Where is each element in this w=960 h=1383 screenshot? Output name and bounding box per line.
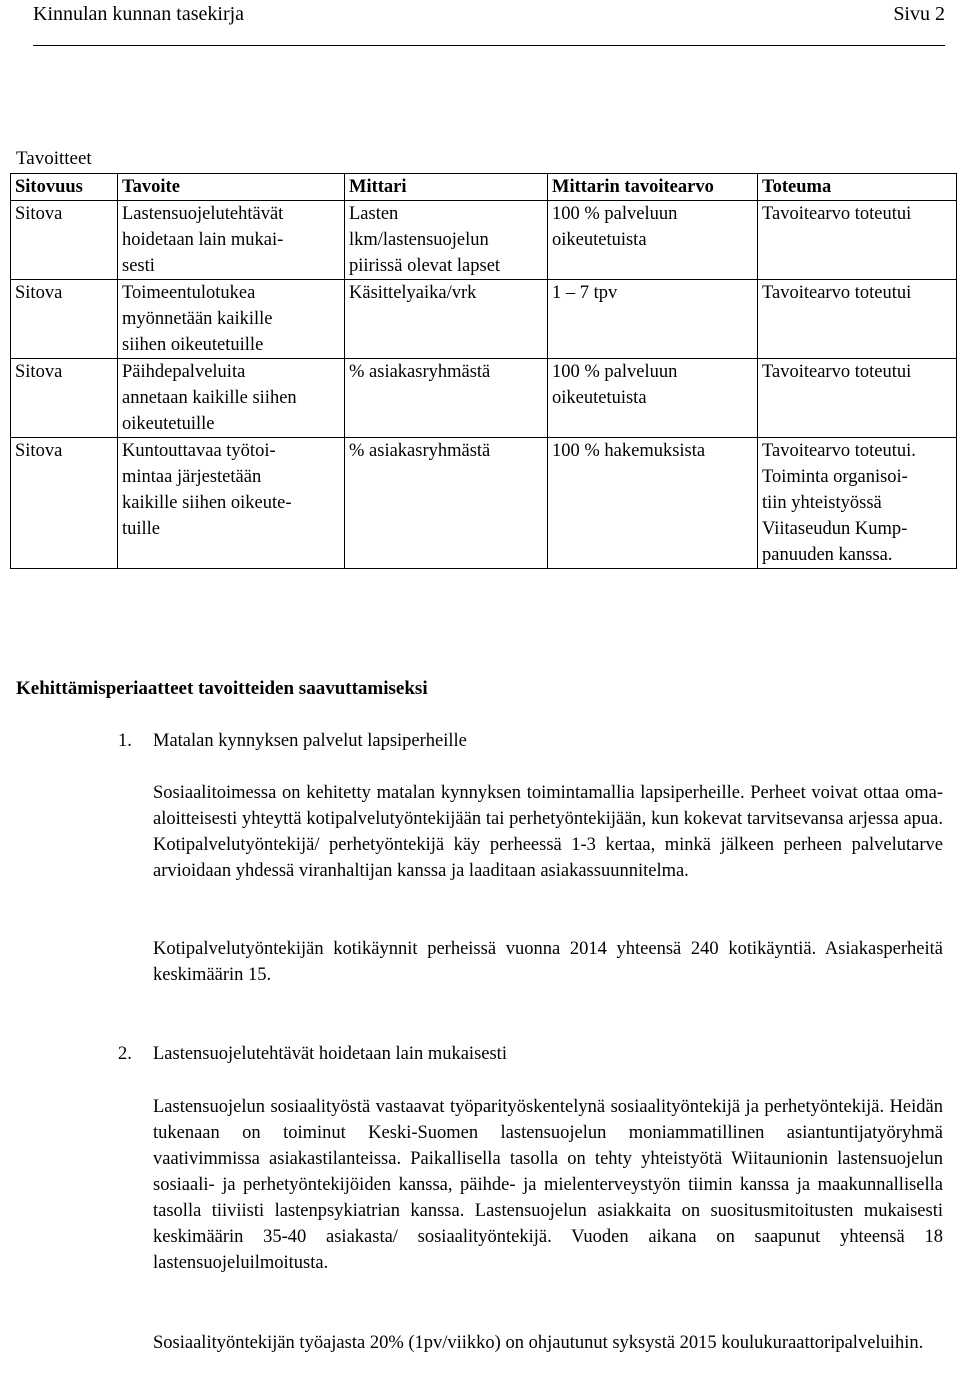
table-row (11, 438, 957, 569)
list-number: 2. (118, 1044, 132, 1064)
paragraph: Lastensuojelun sosiaalityöstä vastaavat työparityöskentelynä sosiaalityöntekijä ja perhetyöntekijä. Heidän tukenaan on toiminut Keski-Suomen lastensuojelun moniammatillinen asiantuntijatyöryhmä vaativimmissa asiakastilanteissa. Paikallisella tasolla on tehty yhteistyötä Wiitaunionin lastensuojelun sosiaali- ja perhetyöntekijöiden kanssa, päihde- ja mielenterveystyön tiimin kanssa ja maakunnallisella tasolla tiiviisti lastenpsykiatrian kanssa. Lastensuojelun asiakkaita on suositusmitoitusten mukaisesti keskimäärin 35-40 asiakasta/ sosiaalityöntekijä. Vuoden aikana on saapunut yhteensä 18 lastensuojeluilmoitusta. (153, 1097, 943, 1273)
table-cell: Käsittelyaika/vrk (345, 280, 548, 359)
table-cell: Sitova (11, 359, 118, 438)
table-row (11, 359, 957, 438)
table-cell: Toimeentulotukea myönnetään kaikille siihen oikeutetuille (118, 280, 345, 359)
table-row (11, 201, 957, 280)
table-cell: Tavoitearvo toteutui (758, 201, 957, 280)
table-cell: 1 – 7 tpv (548, 280, 758, 359)
column-header-tavoitearvo: Mittarin tavoitearvo (548, 174, 758, 201)
table-cell: % asiakasryhmästä (345, 438, 548, 569)
table-cell: 100 % hakemuksista (548, 438, 758, 569)
column-header-sitovuus: Sitovuus (11, 174, 118, 201)
list-item-title: Matalan kynnyksen palvelut lapsiperheille (153, 731, 467, 751)
table-title: Tavoitteet (16, 148, 92, 169)
paragraph: Sosiaalityöntekijän työajasta 20% (1pv/viikko) on ohjautunut syksystä 2015 koulukuraattoripalveluihin. (153, 1333, 924, 1353)
page-header (33, 0, 945, 30)
column-header-tavoite: Tavoite (118, 174, 345, 201)
list-number: 1. (118, 731, 132, 751)
page-number: Sivu 2 (893, 3, 945, 25)
table-cell: Tavoitearvo toteutui (758, 280, 957, 359)
paragraph: Sosiaalitoimessa on kehitetty matalan kynnyksen toimintamallia lapsiperheille. Perheet voivat ottaa oma-aloitteisesti yhteyttä kotipalvelutyöntekijään tai perhetyöntekijään, kun kokevat tarvitsevansa arjessa apua. Kotipalvelutyöntekijä/ perhetyöntekijä käy perheessä 1-3 kertaa, minkä jälkeen perheen palvelutarve arvioidaan yhdessä viranhaltijan kanssa ja laaditaan asiakassuunnitelma. (153, 783, 943, 881)
table-cell: 100 % palveluun oikeutetuista (548, 359, 758, 438)
paragraph: Kotipalvelutyöntekijän kotikäynnit perheissä vuonna 2014 yhteensä 240 kotikäyntiä. Asiakasperheitä keskimäärin 15. (153, 939, 943, 985)
list-item-title: Lastensuojelutehtävät hoidetaan lain mukaisesti (153, 1044, 507, 1064)
table-header-row (11, 174, 957, 201)
table-cell: Päihdepalveluita annetaan kaikille siihen oikeutetuille (118, 359, 345, 438)
table-cell: Sitova (11, 438, 118, 569)
document-title: Kinnulan kunnan tasekirja (33, 3, 245, 25)
table-cell: % asiakasryhmästä (345, 359, 548, 438)
table-row (11, 280, 957, 359)
header-divider (33, 45, 945, 46)
column-header-toteuma: Toteuma (758, 174, 957, 201)
table-cell: Kuntouttavaa työtoi- mintaa järjestetään kaikille siihen oikeute- tuille (118, 438, 345, 569)
table-cell: Sitova (11, 280, 118, 359)
section-heading: Kehittämisperiaatteet tavoitteiden saavuttamiseksi (16, 678, 428, 699)
table-cell: Sitova (11, 201, 118, 280)
table-cell: Tavoitearvo toteutui (758, 359, 957, 438)
table-cell: 100 % palveluun oikeutetuista (548, 201, 758, 280)
column-header-mittari: Mittari (345, 174, 548, 201)
table-cell: Lastensuojelutehtävät hoidetaan lain mukai- sesti (118, 201, 345, 280)
table-cell: Lasten lkm/lastensuojelun piirissä olevat lapset (345, 201, 548, 280)
table-cell: Tavoitearvo toteutui. Toiminta organisoi- tiin yhteistyössä Viitaseudun Kump- panuuden kanssa. (758, 438, 957, 569)
goals-table (10, 173, 957, 569)
